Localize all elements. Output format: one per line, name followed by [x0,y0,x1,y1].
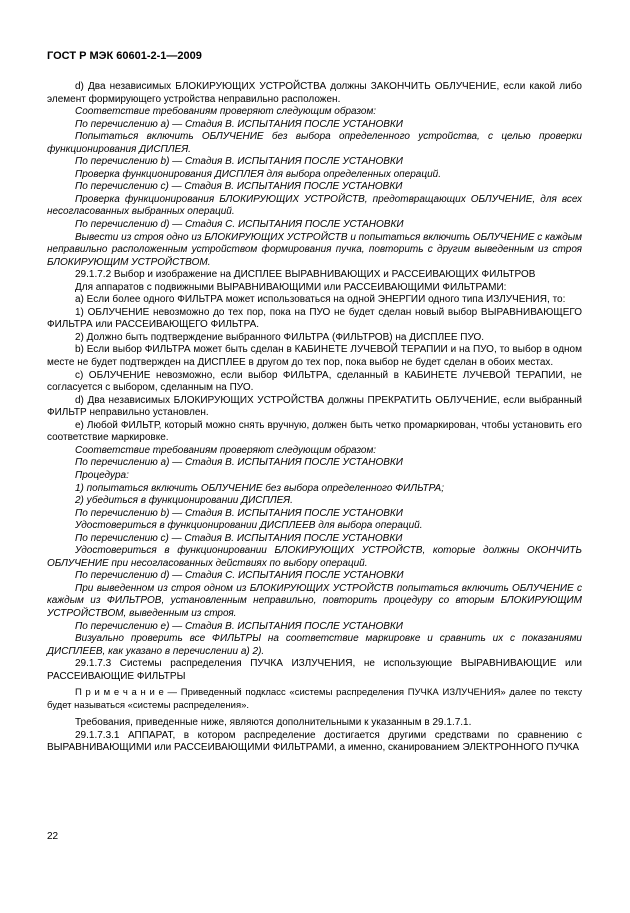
note-paragraph: П р и м е ч а н и е — Приведенный подкласс «системы распределения ПУЧКА ИЗЛУЧЕНИЯ» далее по тексту будет называться «системы распределения». [47,687,582,711]
paragraph: По перечислению е) — Стадия В. ИСПЫТАНИЯ ПОСЛЕ УСТАНОВКИ [75,620,403,632]
paragraph: Вывести из строя одно из БЛОКИРУЮЩИХ УСТРОЙСТВ и попытаться включить ОБЛУЧЕНИЕ с каждым неправильно расположенным устройством формирования пучка, повторить с другим выведенным из строя БЛОКИРУЮЩИМ УСТРОЙСТВОМ. [47,231,582,268]
paragraph: 29.1.7.2 Выбор и изображение на ДИСПЛЕЕ ВЫРАВНИВАЮЩИХ и РАССЕИВАЮЩИХ ФИЛЬТРОВ [75,269,536,281]
paragraph: Визуально проверить все ФИЛЬТРЫ на соответствие маркировке и сравнить их с показаниями ДИСПЛЕЕВ, как указано в перечислении а) 2). [47,633,582,657]
paragraph: Требования, приведенные ниже, являются дополнительными к указанным в 29.1.7.1. [75,717,472,729]
paragraph: По перечислению b) — Стадия В. ИСПЫТАНИЯ ПОСЛЕ УСТАНОВКИ [75,156,403,168]
paragraph: с) ОБЛУЧЕНИЕ невозможно, если выбор ФИЛЬТРА, сделанный в КАБИНЕТЕ ЛУЧЕВОЙ ТЕРАПИИ, не согласуется с выбором, сделанным на ПУО. [47,369,582,394]
paragraph: По перечислению с) — Стадия В. ИСПЫТАНИЯ ПОСЛЕ УСТАНОВКИ [75,181,403,193]
paragraph: 2) Должно быть подтверждение выбранного ФИЛЬТРА (ФИЛЬТРОВ) на ДИСПЛЕЕ ПУО. [75,331,485,343]
paragraph: По перечислению а) — Стадия В. ИСПЫТАНИЯ ПОСЛЕ УСТАНОВКИ [75,457,403,469]
document-body [47,81,582,755]
paragraph: Для аппаратов с подвижными ВЫРАВНИВАЮЩИМИ или РАССЕИВАЮЩИМИ ФИЛЬТРАМИ: [75,281,507,293]
paragraph: а) Если более одного ФИЛЬТРА может использоваться на одной ЭНЕРГИИ одного типа ИЗЛУЧЕНИЯ, то: [75,294,566,306]
paragraph: Удостовериться в функционировании ДИСПЛЕЕВ для выбора операций. [75,520,423,532]
paragraph: Соответствие требованиям проверяют следующим образом: [75,106,377,118]
paragraph: Процедура: [75,469,129,481]
paragraph: d) Два независимых БЛОКИРУЮЩИХ УСТРОЙСТВА должны ПРЕКРАТИТЬ ОБЛУЧЕНИЕ, если выбранный ФИЛЬТР неправильно установлен. [47,394,582,419]
paragraph: При выведенном из строя одном из БЛОКИРУЮЩИХ УСТРОЙСТВ попытаться включить ОБЛУЧЕНИЕ с каждым из ФИЛЬТРОВ, установленным неправильно, повторить процедуру со вторым БЛОКИРУЮЩИМ УСТРОЙСТВОМ, выведенным из строя. [47,582,582,619]
paragraph: 29.1.7.3.1 АППАРАТ, в котором распределение достигается другими средствами по сравнению с ВЫРАВНИВАЮЩИМИ или РАССЕИВАЮЩИМИ ФИЛЬТРАМИ, а именно, сканированием ЭЛЕКТРОННОГО ПУЧКА [47,729,582,754]
paragraph: 1) ОБЛУЧЕНИЕ невозможно до тех пор, пока на ПУО не будет сделан новый выбор ВЫРАВНИВАЮЩЕГО ФИЛЬТРА или РАССЕИВАЮЩЕГО ФИЛЬТРА. [47,306,582,331]
paragraph: 1) попытаться включить ОБЛУЧЕНИЕ без выбора определенного ФИЛЬТРА; [75,482,444,494]
paragraph: По перечислению а) — Стадия В. ИСПЫТАНИЯ ПОСЛЕ УСТАНОВКИ [75,118,403,130]
page-number: 22 [47,831,59,842]
paragraph: Попытаться включить ОБЛУЧЕНИЕ без выбора определенного устройства, с целью проверки функционирования ДИСПЛЕЯ. [47,131,582,155]
paragraph: По перечислению с) — Стадия В. ИСПЫТАНИЯ ПОСЛЕ УСТАНОВКИ [75,532,403,544]
paragraph: По перечислению d) — Стадия С. ИСПЫТАНИЯ ПОСЛЕ УСТАНОВКИ [75,570,404,582]
paragraph: Удостовериться в функционировании БЛОКИРУЮЩИХ УСТРОЙСТВ, которые должны ОКОНЧИТЬ ОБЛУЧЕНИЕ при несогласованных действиях по выбору операций. [47,545,582,569]
paragraph: е) Любой ФИЛЬТР, который можно снять вручную, должен быть четко промаркирован, чтобы установить его соответствие маркировке. [47,419,582,444]
paragraph: По перечислению d) — Стадия С. ИСПЫТАНИЯ ПОСЛЕ УСТАНОВКИ [75,219,404,231]
document-header: ГОСТ Р МЭК 60601-2-1—2009 [47,50,202,62]
paragraph: По перечислению b) — Стадия В. ИСПЫТАНИЯ ПОСЛЕ УСТАНОВКИ [75,507,403,519]
paragraph: Соответствие требованиям проверяют следующим образом: [75,444,377,456]
paragraph: Проверка функционирования ДИСПЛЕЯ для выбора определенных операций. [75,168,441,180]
paragraph: Проверка функционирования БЛОКИРУЮЩИХ УСТРОЙСТВ, предотвращающих ОБЛУЧЕНИЕ, для всех несогласованных выбранных операций. [47,193,582,218]
paragraph: 29.1.7.3 Системы распределения ПУЧКА ИЗЛУЧЕНИЯ, не использующие ВЫРАВНИВАЮЩИЕ или РАССЕИВАЮЩИЕ ФИЛЬТРЫ [47,658,582,682]
paragraph: d) Два независимых БЛОКИРУЮЩИХ УСТРОЙСТВА должны ЗАКОНЧИТЬ ОБЛУЧЕНИЕ, если какой либо элемент формирующего устройства неправильно расположен. [47,81,582,105]
paragraph: 2) убедиться в функционировании ДИСПЛЕЯ. [75,495,293,507]
paragraph: b) Если выбор ФИЛЬТРА может быть сделан в КАБИНЕТЕ ЛУЧЕВОЙ ТЕРАПИИ и на ПУО, то выбор в одном месте не будет подтвержден на ДИСПЛЕЕ в другом до тех пор, пока выбор не будет сделан в обоих местах. [47,344,582,369]
